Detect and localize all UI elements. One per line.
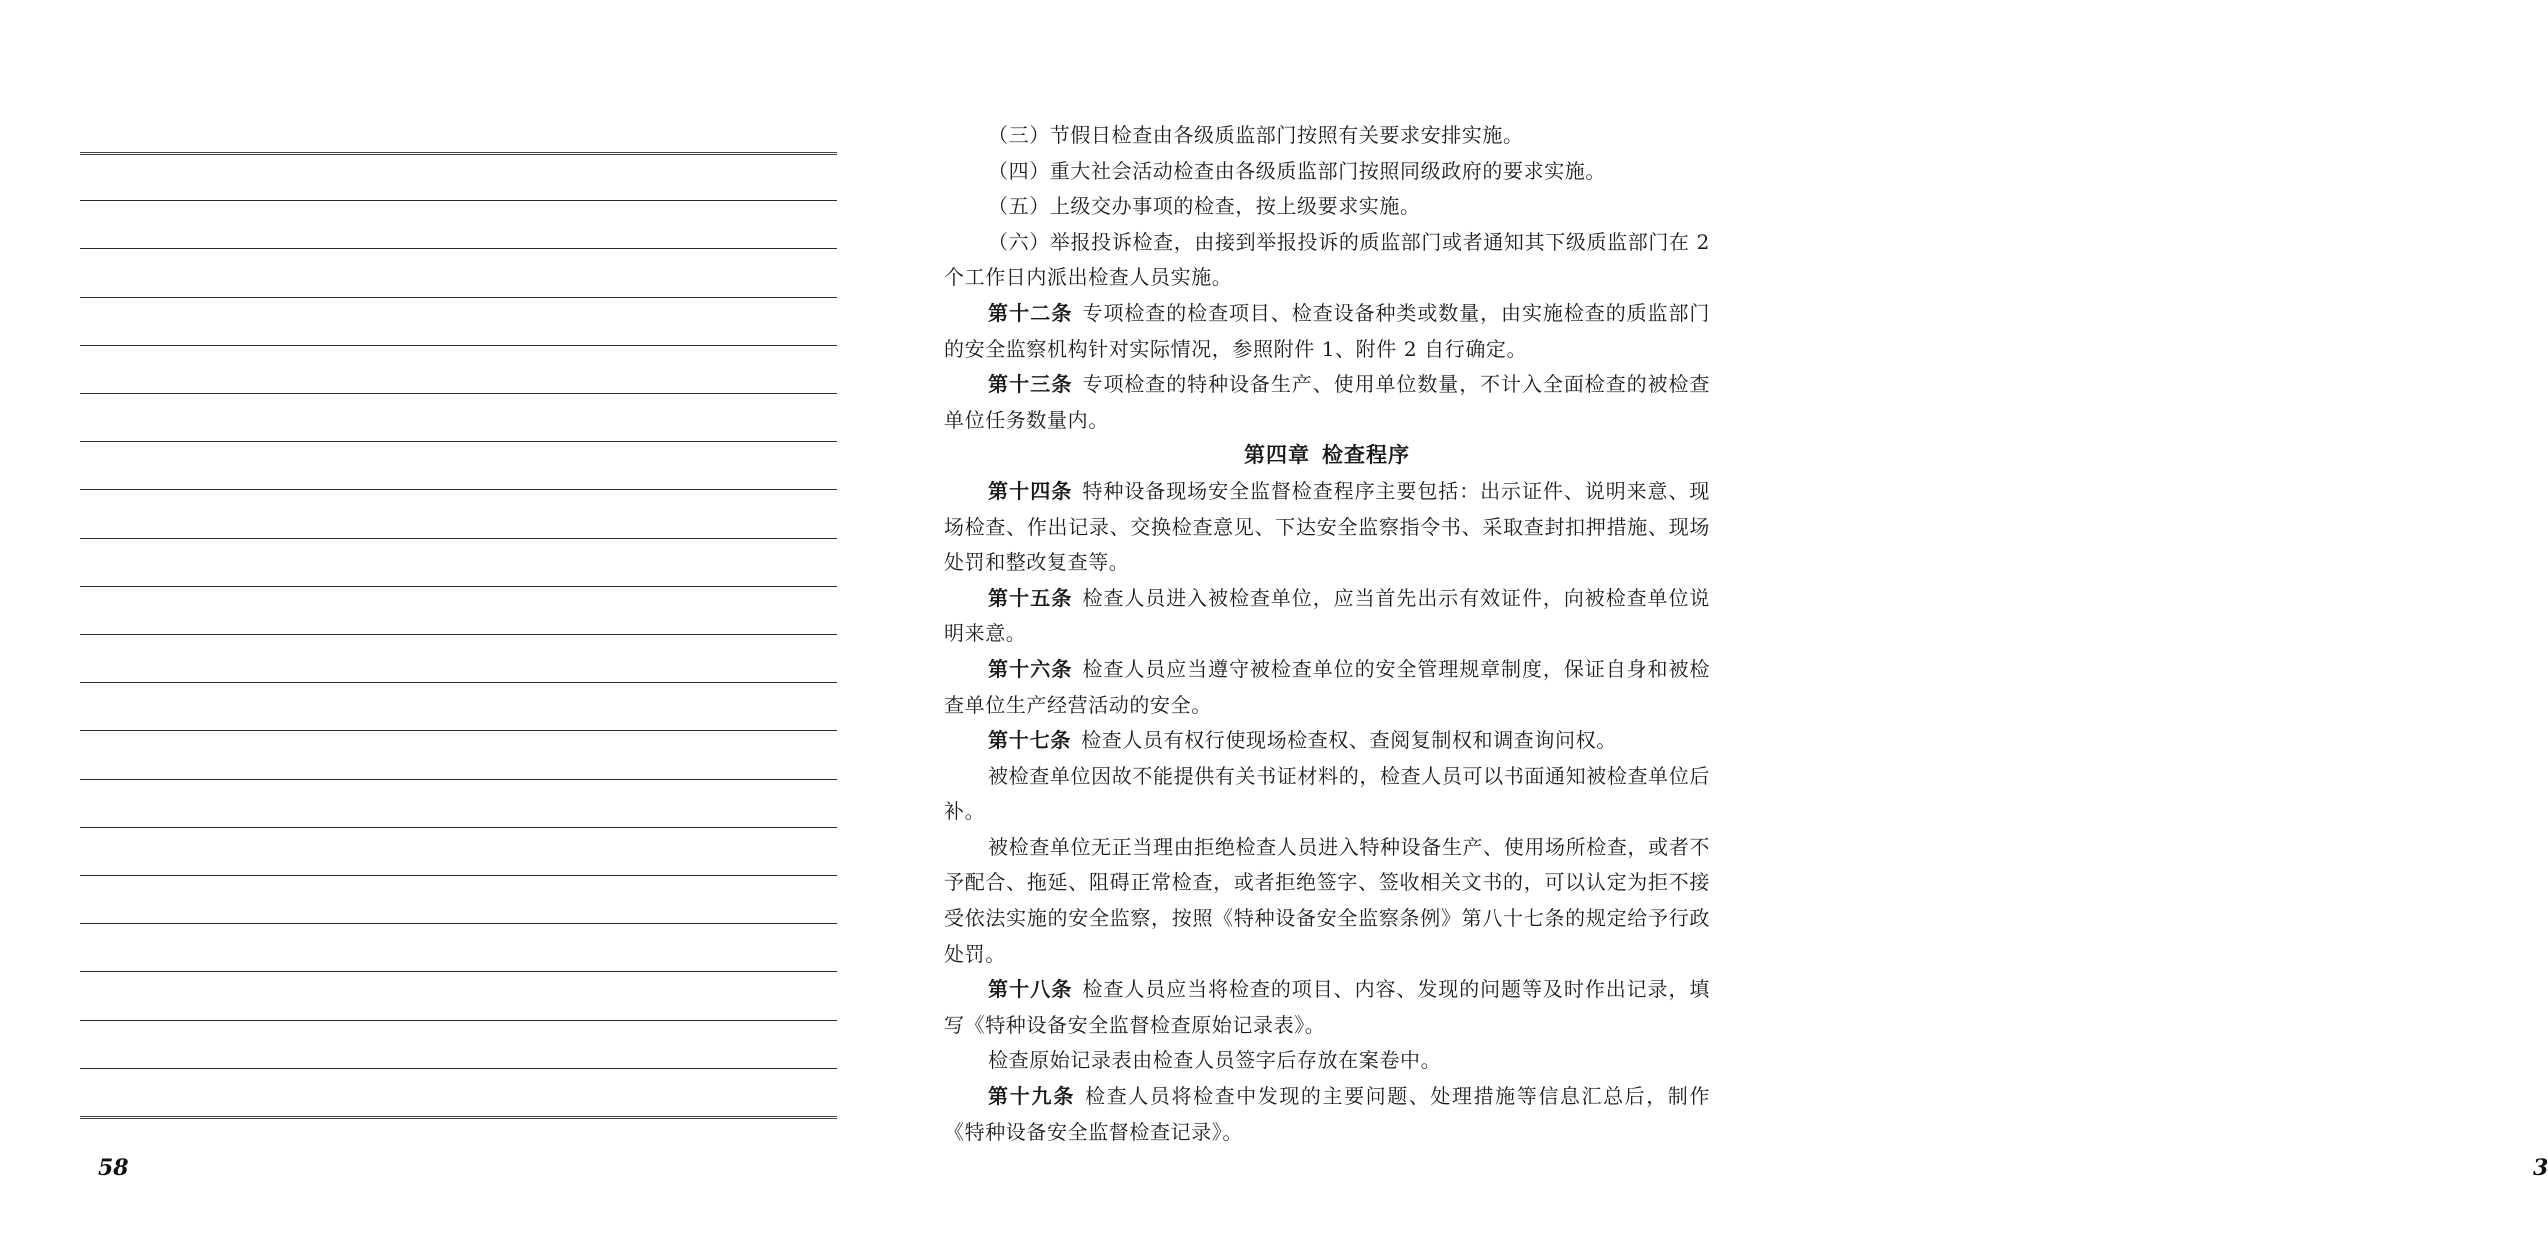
paragraph-text: （三）节假日检查由各级质监部门按照有关要求安排实施。 (988, 123, 1524, 147)
paragraph-text: 专项检查的特种设备生产、使用单位数量，不计入全面检查的被检查单位任务数量内。 (944, 372, 1711, 432)
paragraph (944, 759, 1710, 830)
paragraph-text: 专项检查的检查项目、检查设备种类或数量，由实施检查的质监部门的安全监察机构针对实际情况，参照附件 1、附件 2 自行确定。 (944, 300, 1711, 361)
ruled-line (80, 1020, 837, 1021)
article-number: 第十六条 (988, 656, 1073, 681)
ruled-line (80, 1116, 837, 1121)
paragraph-text: （四）重大社会活动检查由各级质监部门按照同级政府的要求实施。 (988, 158, 1606, 183)
paragraph (944, 581, 1710, 652)
paragraph (944, 296, 1710, 367)
paragraphs-after-chapter (944, 474, 1710, 1150)
ruled-line (80, 634, 837, 635)
ruled-line (80, 730, 837, 731)
paragraph-text: 检查人员进入被检查单位，应当首先出示有效证件，向被检查单位说明来意。 (944, 585, 1711, 646)
paragraph-text: 特种设备现场安全监督检查程序主要包括：出示证件、说明来意、现场检查、作出记录、交换检查意见、下达安全监察指令书、采取查封扣押措施、现场处罚和整改复查等。 (944, 478, 1711, 575)
article-number: 第十二条 (988, 300, 1073, 325)
paragraph (944, 367, 1710, 438)
ruled-line (80, 248, 837, 249)
ruled-line (80, 441, 837, 442)
paragraph-text: 检查人员有权行使现场检查权、查阅复制权和调查询问权。 (1081, 728, 1617, 753)
paragraph (944, 118, 1710, 154)
regulation-text-block (944, 118, 1710, 1150)
ruled-line (80, 875, 837, 876)
chapter-heading (944, 438, 1710, 474)
ruled-line (80, 923, 837, 924)
paragraph (944, 830, 1710, 972)
ruled-lines-area (80, 152, 837, 1120)
left-page-notes (0, 0, 877, 1241)
paragraph-text: 被检查单位无正当理由拒绝检查人员进入特种设备生产、使用场所检查，或者不予配合、拖延、阻碍正常检查，或者拒绝签字、签收相关文书的，可以认定为拒不接受依法实施的安全监察，按照《特种设备安全监察条例》第八十七条的规定给予行政处罚。 (944, 834, 1710, 966)
paragraph-text: 检查原始记录表由检查人员签字后存放在案卷中。 (988, 1048, 1442, 1073)
paragraph (944, 225, 1710, 296)
paragraph-text: 检查人员应当将检查的项目、内容、发现的问题等及时作出记录，填写《特种设备安全监督检查原始记录表》。 (944, 977, 1711, 1037)
paragraph-text: 检查人员应当遵守被检查单位的安全管理规章制度，保证自身和被检查单位生产经营活动的安全。 (944, 656, 1711, 717)
paragraph-text: 检查人员将检查中发现的主要问题、处理措施等信息汇总后，制作《特种设备安全监督检查记录》。 (944, 1084, 1710, 1144)
paragraph (944, 652, 1710, 723)
chapter-title: 检查程序 (1322, 443, 1410, 468)
article-number: 第十四条 (988, 478, 1073, 503)
ruled-line (80, 393, 837, 394)
right-page-text (877, 0, 2548, 1241)
left-page-number: 58 (98, 1155, 129, 1181)
article-number: 第十三条 (988, 372, 1073, 397)
ruled-line (80, 297, 837, 298)
right-page-number: 3 (2533, 1155, 2548, 1181)
paragraph (944, 154, 1710, 190)
paragraph (944, 1079, 1710, 1150)
article-number: 第十九条 (988, 1084, 1076, 1109)
ruled-line (80, 971, 837, 972)
ruled-line (80, 538, 837, 539)
ruled-line (80, 779, 837, 780)
paragraph (944, 972, 1710, 1043)
ruled-line (80, 586, 837, 587)
paragraph-text: （六）举报投诉检查，由接到举报投诉的质监部门或者通知其下级质监部门在 2 个工作日内派出检查人员实施。 (944, 229, 1710, 290)
chapter-number: 第四章 (1244, 443, 1310, 468)
paragraphs-before-chapter (944, 118, 1710, 438)
ruled-line (80, 345, 837, 346)
paragraph (944, 474, 1710, 581)
paragraph-text: 被检查单位因故不能提供有关书证材料的，检查人员可以书面通知被检查单位后补。 (944, 763, 1710, 824)
ruled-line (80, 489, 837, 490)
paragraph (944, 723, 1710, 759)
article-number: 第十五条 (988, 585, 1073, 610)
ruled-line (80, 827, 837, 828)
article-number: 第十七条 (988, 728, 1072, 753)
ruled-line (80, 1068, 837, 1069)
paragraph (944, 189, 1710, 225)
paragraph (944, 1043, 1710, 1079)
ruled-line (80, 682, 837, 683)
article-number: 第十八条 (988, 977, 1073, 1002)
ruled-line (80, 152, 837, 157)
paragraph-text: （五）上级交办事项的检查，按上级要求实施。 (988, 194, 1421, 219)
ruled-line (80, 200, 837, 201)
